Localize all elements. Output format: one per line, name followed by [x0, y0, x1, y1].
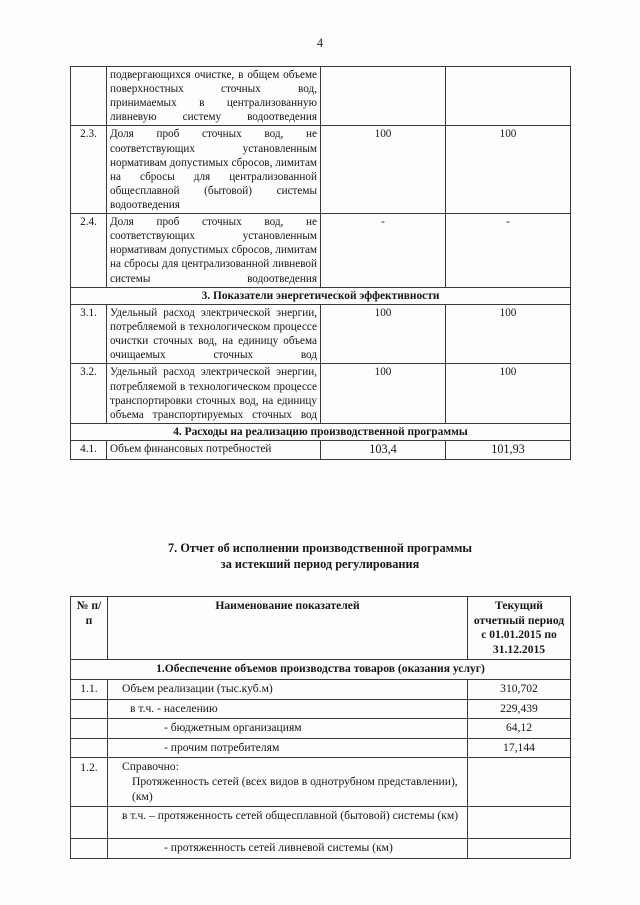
row-value: 229,439 — [468, 699, 571, 719]
row-index — [71, 738, 108, 758]
row-name: Доля проб сточных вод, не соответствующих установленным нормативам допустимых сбросов, лимитам на сбросы для централизованной ливневой системы водоотведения — [107, 214, 321, 288]
table-row — [71, 699, 571, 719]
section-title-1: 1.Обеспечение объемов производства товаров (оказания услуг) — [71, 660, 571, 680]
indicators-table — [70, 66, 571, 460]
row-index: 2.4. — [71, 214, 107, 288]
row-value-2: 100 — [446, 126, 571, 214]
row-index: 3.1. — [71, 305, 107, 364]
table-row — [71, 441, 571, 459]
report-table — [70, 596, 571, 859]
table-row — [71, 807, 571, 839]
row-name: Объем финансовых потребностей — [107, 441, 321, 459]
table-row — [71, 305, 571, 364]
row-name: Объем реализации (тыс.куб.м) — [108, 679, 468, 699]
page-number: 4 — [316, 36, 324, 50]
row-index — [71, 699, 108, 719]
row-value-2: - — [446, 214, 571, 288]
row-value-2: 100 — [446, 305, 571, 364]
row-name-second-line: Протяженность сетей (всех видов в однотрубном представлении), (км) — [132, 774, 458, 803]
period-line-2: отчетный период — [473, 613, 565, 627]
table-row — [71, 719, 571, 739]
table-row — [71, 214, 571, 288]
header-col-index: № п/п — [71, 597, 108, 660]
row-value-1: 103,4 — [321, 441, 446, 459]
table-header-row — [71, 597, 571, 660]
row-value: 17,144 — [468, 738, 571, 758]
section-header-row — [71, 423, 571, 440]
report-heading — [70, 540, 570, 572]
row-index — [71, 719, 108, 739]
table-row — [71, 839, 571, 859]
header-col-name: Наименование показателей — [108, 597, 468, 660]
row-value-2 — [446, 67, 571, 126]
row-value-1: 100 — [321, 364, 446, 423]
row-name: - бюджетным организациям — [108, 719, 468, 739]
section-title-4: 4. Расходы на реализацию производственной программы — [71, 423, 571, 440]
row-name: в т.ч. - населению — [108, 699, 468, 719]
row-index — [71, 839, 108, 859]
section-header-row — [71, 287, 571, 304]
table-row — [71, 67, 571, 126]
row-value-1: 100 — [321, 305, 446, 364]
row-value — [468, 807, 571, 839]
row-name-block — [108, 758, 468, 807]
row-value-2: 101,93 — [446, 441, 571, 459]
row-index: 2.3. — [71, 126, 107, 214]
row-value-1 — [321, 67, 446, 126]
row-name: в т.ч. – протяженность сетей общесплавной (бытовой) системы (км) — [108, 807, 468, 839]
row-name: Доля проб сточных вод, не соответствующих установленным нормативам допустимых сбросов, лимитам на сбросы для централизованной общесплавной (бытовой) системы водоотведения — [107, 126, 321, 214]
report-heading-line1: 7. Отчет об исполнении производственной программы — [168, 541, 472, 555]
row-name: Удельный расход электрической энергии, потребляемой в технологическом процессе очистки сточных вод, на единицу объема очищаемых сточных вод — [107, 305, 321, 364]
row-index: 1.2. — [71, 758, 108, 807]
report-heading-line2: за истекший период регулирования — [220, 557, 420, 572]
row-value — [468, 758, 571, 807]
row-index — [71, 67, 107, 126]
period-line-1: Текущий — [495, 599, 543, 612]
table-row — [71, 738, 571, 758]
table-row — [71, 126, 571, 214]
row-value — [468, 839, 571, 859]
row-index: 4.1. — [71, 441, 107, 459]
row-value-1: - — [321, 214, 446, 288]
table-row — [71, 679, 571, 699]
row-value: 310,702 — [468, 679, 571, 699]
table-row — [71, 758, 571, 807]
table-row — [71, 364, 571, 423]
row-name: - прочим потребителям — [108, 738, 468, 758]
row-value: 64,12 — [468, 719, 571, 739]
row-name: Удельный расход электрической энергии, потребляемой в технологическом процессе транспортировки сточных вод, на единицу объема транспортируемых сточных вод — [107, 364, 321, 423]
row-name: Справочно: — [122, 760, 179, 774]
section-header-row — [71, 660, 571, 680]
row-name: подвергающихся очистке, в общем объеме поверхностных сточных вод, принимаемых в централизованную ливневую систему водоотведения — [107, 67, 321, 126]
period-line-4: 31.12.2015 — [492, 642, 546, 656]
section-title-3: 3. Показатели энергетической эффективности — [71, 287, 571, 304]
row-value-1: 100 — [321, 126, 446, 214]
row-index — [71, 807, 108, 839]
row-index: 1.1. — [71, 679, 108, 699]
header-col-period — [468, 597, 571, 660]
period-line-3: с 01.01.2015 по — [481, 628, 557, 642]
row-name: - протяженность сетей ливневой системы (км) — [108, 839, 468, 859]
row-value-2: 100 — [446, 364, 571, 423]
row-index: 3.2. — [71, 364, 107, 423]
